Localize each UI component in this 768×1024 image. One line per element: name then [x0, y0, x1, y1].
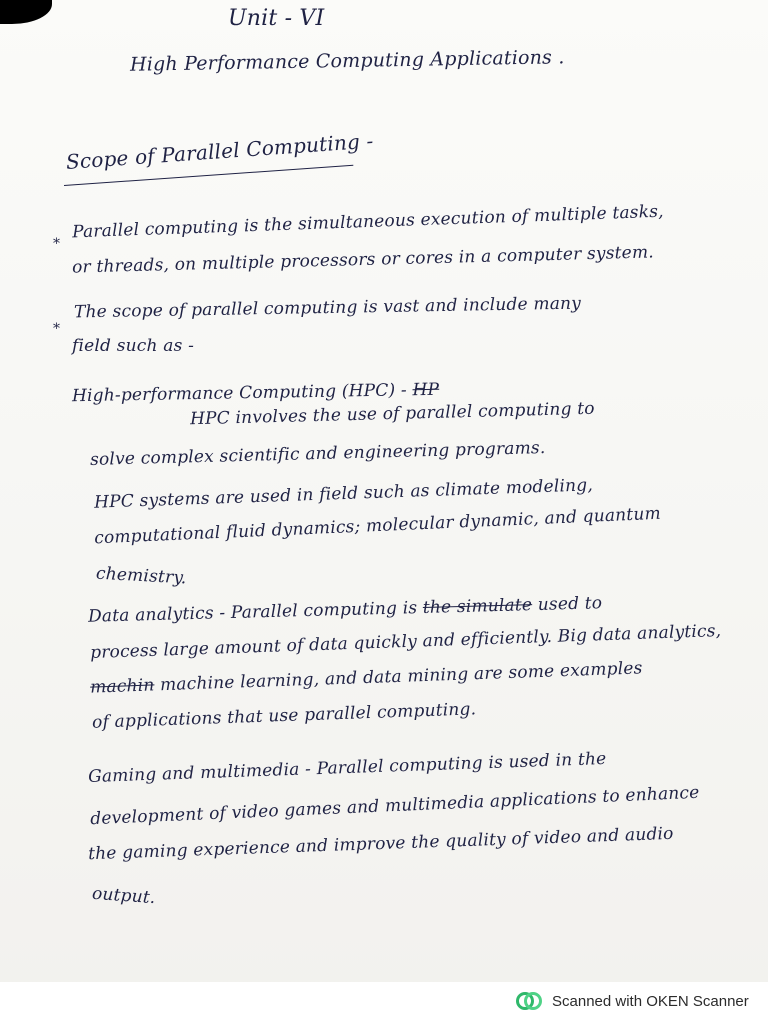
text-line: chemistry. [95, 563, 187, 589]
data-analytics-text-end: used to [531, 593, 603, 616]
struck-text: HP [412, 379, 440, 401]
text-line: Parallel computing is the simultaneous execution of multiple tasks, [71, 201, 665, 243]
text-line: computational fluid dynamics; molecular dynamic, and quantum [93, 503, 662, 549]
bullet-marker: * [53, 236, 60, 252]
text-line: Gaming and multimedia - Parallel computing is used in the [87, 748, 607, 788]
text-line-rest: machine learning, and data mining are some examples [154, 658, 643, 696]
hpc-heading-text: High-performance Computing (HPC) - [71, 380, 413, 407]
text-line: field such as - [72, 336, 195, 356]
struck-text: the simulate [422, 595, 533, 618]
watermark-label: Scanned with OKEN Scanner [552, 992, 749, 1010]
text-line [90, 658, 643, 697]
text-line: process large amount of data quickly and efficiently. Big data analytics, [89, 620, 722, 664]
text-line: development of video games and multimedia applications to enhance [89, 782, 700, 830]
section-heading: Scope of Parallel Computing - [65, 128, 375, 174]
data-analytics-text: Data analytics - Parallel computing is [87, 597, 424, 627]
scanner-watermark [516, 990, 749, 1012]
text-line: The scope of parallel computing is vast and include many [73, 293, 582, 323]
struck-text: machin [89, 675, 155, 698]
text-line: the gaming experience and improve the quality of video and audio [87, 823, 674, 865]
text-line: HPC involves the use of parallel computing to [189, 398, 595, 430]
text-line: or threads, on multiple processors or cores in a computer system. [71, 242, 655, 278]
bullet-marker: * [53, 321, 60, 337]
text-line: solve complex scientific and engineering programs. [89, 438, 546, 470]
unit-title: Unit - VI [228, 6, 325, 31]
hpc-heading-line [72, 380, 440, 406]
page-title: High Performance Computing Applications . [129, 46, 565, 76]
text-line: of applications that use parallel computing. [91, 699, 477, 733]
data-analytics-line [88, 593, 603, 626]
text-line: output. [91, 883, 157, 909]
text-line: HPC systems are used in field such as climate modeling, [93, 475, 594, 513]
scan-corner-shadow [0, 0, 52, 24]
oken-logo-icon [516, 990, 542, 1012]
